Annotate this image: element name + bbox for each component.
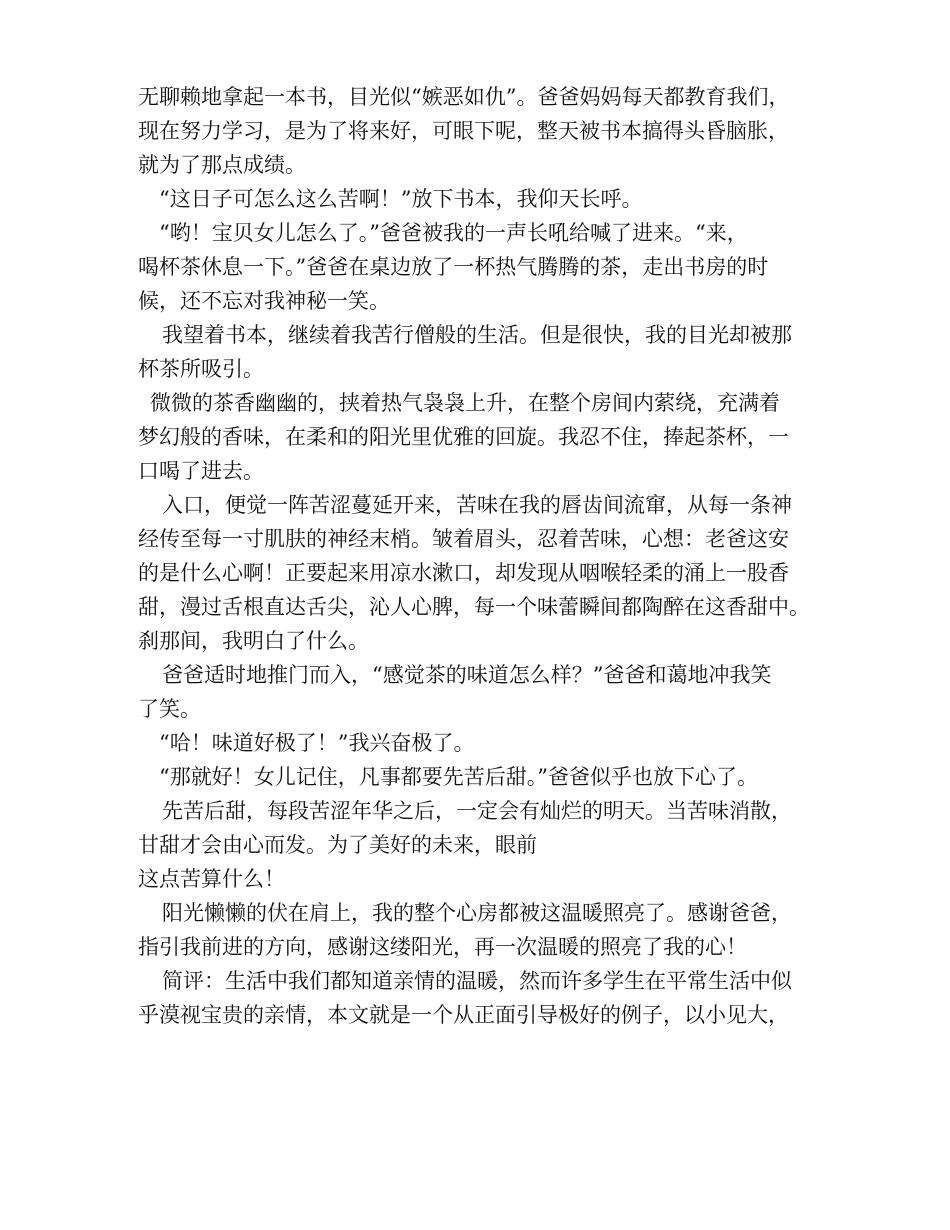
text-line: 爸爸适时地推门而入，“感觉茶的味道怎么样？”爸爸和蔼地冲我笑	[162, 663, 772, 687]
text-line: 了笑。	[138, 697, 201, 721]
text-line: 阳光懒懒的伏在肩上，我的整个心房都被这温暖照亮了。感谢爸爸，	[162, 901, 792, 925]
text-line: 我望着书本，继续着我苦行僧般的生活。但是很快，我的目光却被那	[162, 323, 792, 347]
text-line: 喝杯茶休息一下。”爸爸在桌边放了一杯热气腾腾的茶，走出书房的时	[138, 255, 769, 279]
text-line: 入口，便觉一阵苦涩蔓延开来，苦味在我的唇齿间流窜，从每一条神	[162, 493, 792, 517]
text-line: 这点苦算什么！	[138, 867, 285, 891]
text-line: 的是什么心啊！正要起来用凉水漱口，却发现从咽喉轻柔的涌上一股香	[138, 561, 789, 585]
text-line: 现在努力学习，是为了将来好，可眼下呢，整天被书本搞得头昏脑胀，	[138, 119, 789, 143]
text-line: 甘甜才会由心而发。为了美好的未来，眼前	[138, 833, 537, 857]
text-line: 指引我前进的方向，感谢这缕阳光，再一次温暖的照亮了我的心！	[138, 935, 747, 959]
text-line: 经传至每一寸肌肤的神经末梢。皱着眉头，忍着苦味，心想：老爸这安	[138, 527, 789, 551]
text-line: 就为了那点成绩。	[138, 153, 306, 177]
text-line: 梦幻般的香味，在柔和的阳光里优雅的回旋。我忍不住，捧起茶杯，一	[138, 425, 789, 449]
text-line: 乎漠视宝贵的亲情，本文就是一个从正面引导极好的例子，以小见大，	[138, 1003, 789, 1027]
text-line: 简评：生活中我们都知道亲情的温暖，然而许多学生在平常生活中似	[162, 969, 792, 993]
text-line: “哟！宝贝女儿怎么了。”爸爸被我的一声长吼给喊了进来。“来，	[159, 221, 748, 245]
essay-text	[138, 80, 828, 1032]
text-line: “哈！味道好极了！”我兴奋极了。	[159, 731, 475, 755]
text-line: 候，还不忘对我神秘一笑。	[138, 289, 390, 313]
text-line: “这日子可怎么这么苦啊！”放下书本，我仰天长呼。	[159, 187, 643, 211]
text-line: 杯茶所吸引。	[138, 357, 264, 381]
text-line: “那就好！女儿记住，凡事都要先苦后甜。”爸爸似乎也放下心了。	[159, 765, 758, 789]
text-line: 甜，漫过舌根直达舌尖，沁人心脾，每一个味蕾瞬间都陶醉在这香甜中。	[138, 595, 810, 619]
text-line: 刹那间，我明白了什么。	[138, 629, 369, 653]
text-line: 先苦后甜，每段苦涩年华之后，一定会有灿烂的明天。当苦味消散，	[162, 799, 792, 823]
text-line: 口喝了进去。	[138, 459, 264, 483]
text-line: 无聊赖地拿起一本书，目光似“嫉恶如仇”。爸爸妈妈每天都教育我们，	[138, 85, 790, 109]
text-line: 微微的茶香幽幽的，挟着热气袅袅上升，在整个房间内萦绕，充满着	[150, 391, 780, 415]
